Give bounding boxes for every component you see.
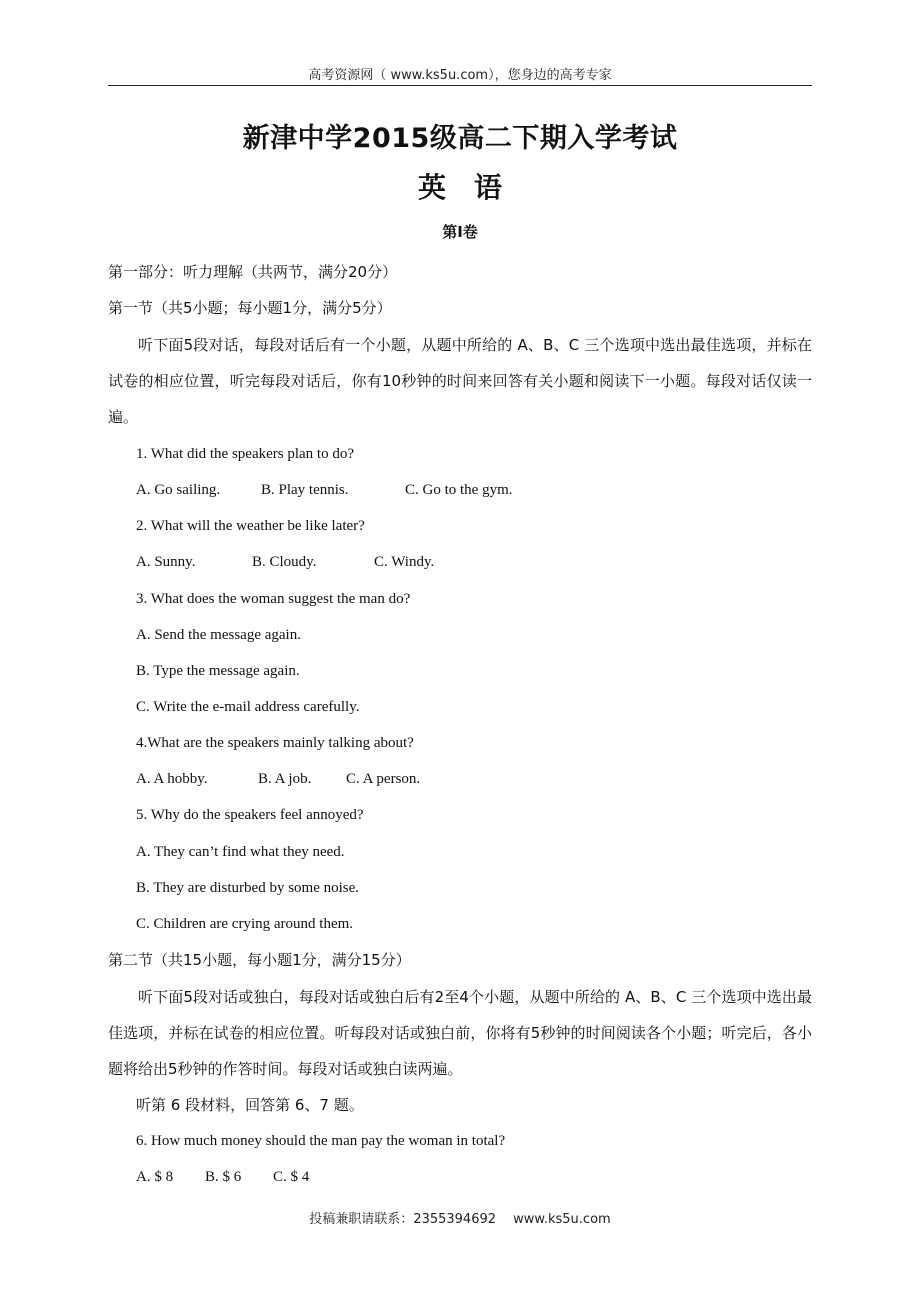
question-3-option-b: B. Type the message again.	[136, 663, 300, 679]
section1-instruction: 听下面5段对话，每段对话后有一个小题，从题中所给的 A、B、C 三个选项中选出最佳选项，并标在试卷的相应位置，听完每段对话后，你有10秒钟的时间来回答有关小题和阅读下一小题。每段对话仅读一遍。	[108, 336, 812, 426]
question-3-option-c: C. Write the e-mail address carefully.	[136, 699, 360, 715]
question-6-option-b: B. $ 6	[205, 1169, 242, 1185]
material-note: 听第 6 段材料，回答第 6、7 题。	[136, 1096, 364, 1114]
question-6-option-a: A. $ 8	[136, 1169, 174, 1185]
question-6-options	[136, 1167, 812, 1187]
question-3-option-a: A. Send the message again.	[136, 627, 301, 643]
question-1-option-b: B. Play tennis.	[261, 482, 349, 498]
part1-heading: 第一部分：听力理解（共两节，满分20分）	[108, 263, 398, 281]
question-5-option-b: B. They are disturbed by some noise.	[136, 880, 360, 896]
question-5-option-c: C. Children are crying around them.	[136, 916, 354, 932]
section1-heading: 第一节（共5小题；每小题1分，满分5分）	[108, 299, 392, 317]
question-2-option-b: B. Cloudy.	[252, 554, 317, 570]
page-header: 高考资源网（ www.ks5u.com），您身边的高考专家	[308, 68, 612, 83]
section2-instruction: 听下面5段对话或独白，每段对话或独白后有2至4个小题，从题中所给的 A、B、C 三个选项中选出最佳选项，并标在试卷的相应位置。听每段对话或独白前，你将有5秒钟的时间阅读各个小题；听完后，各小题将给出5秒钟的作答时间。每段对话或独白读两遍。	[108, 988, 812, 1078]
question-2-stem: 2. What will the weather be like later?	[136, 518, 365, 534]
question-4-option-b: B. A job.	[258, 771, 312, 787]
subject-title: 英 语	[417, 171, 502, 204]
question-2-option-c: C. Windy.	[374, 554, 435, 570]
question-5-stem: 5. Why do the speakers feel annoyed?	[136, 807, 364, 823]
question-4-stem: 4.What are the speakers mainly talking about?	[136, 735, 414, 751]
header-divider	[108, 85, 812, 86]
question-5-option-a: A. They can’t find what they need.	[136, 844, 345, 860]
question-4-options	[136, 769, 812, 789]
question-2-options	[136, 552, 812, 572]
question-2-option-a: A. Sunny.	[136, 554, 196, 570]
question-6-stem: 6. How much money should the man pay the woman in total?	[136, 1133, 506, 1149]
question-1-options	[136, 480, 812, 500]
section2-heading: 第二节（共15小题，每小题1分，满分15分）	[108, 951, 411, 969]
question-4-option-c: C. A person.	[346, 771, 421, 787]
question-3-stem: 3. What does the woman suggest the man do?	[136, 591, 411, 607]
question-6-option-c: C. $ 4	[273, 1169, 310, 1185]
question-4-option-a: A. A hobby.	[136, 771, 208, 787]
volume-label: 第Ⅰ卷	[442, 223, 478, 241]
question-1-stem: 1. What did the speakers plan to do?	[136, 446, 354, 462]
exam-title: 新津中学2015级高二下期入学考试	[242, 123, 678, 154]
question-1-option-a: A. Go sailing.	[136, 482, 221, 498]
question-1-option-c: C. Go to the gym.	[405, 482, 513, 498]
page-footer: 投稿兼职请联系：2355394692 www.ks5u.com	[309, 1212, 611, 1227]
